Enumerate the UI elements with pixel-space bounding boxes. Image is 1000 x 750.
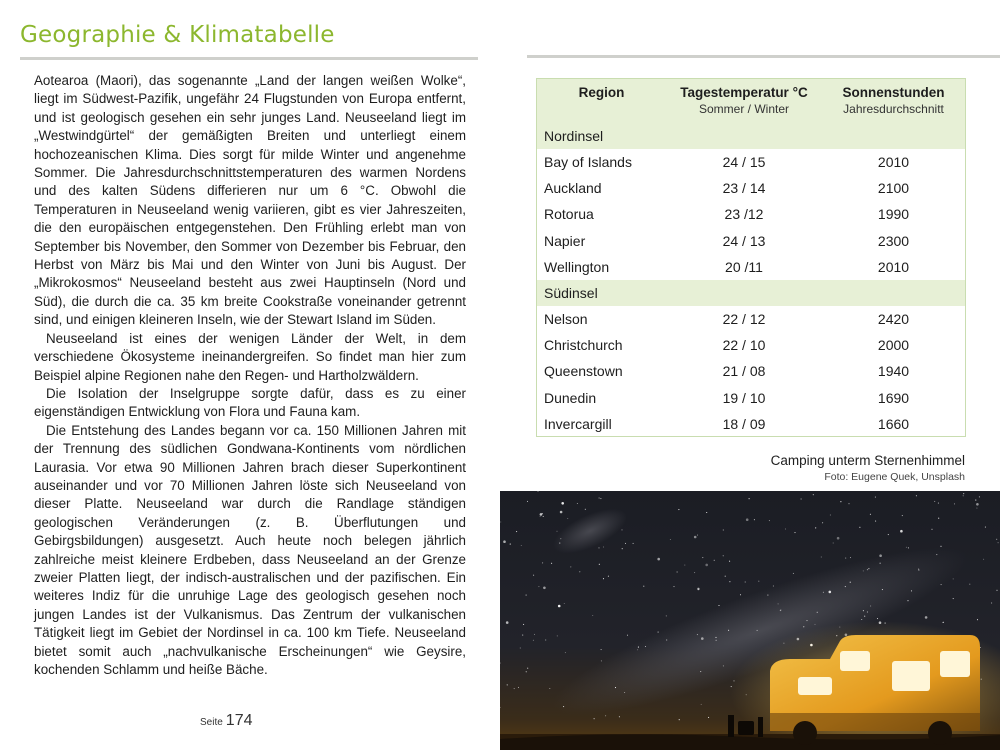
cell-temp: 23 / 14 bbox=[722, 180, 766, 197]
header-temperature bbox=[666, 79, 822, 123]
cell-sun: 2000 bbox=[877, 337, 910, 354]
cell-temp: 22 / 10 bbox=[722, 337, 766, 354]
header-rule-left bbox=[20, 57, 478, 60]
body-text bbox=[34, 72, 466, 679]
paragraph: Die Entstehung des Landes begann vor ca. 150 Millionen Jahren mit der Trennung des südlichen Gondwana-Kontinents vom nördlichen Laurasia. Vor etwa 90 Millionen Jahren brach dieser Superkontinent auseinander und vor 70 Millionen Jahren löste sich Neuseeland von dieser Platte. Neuseeland war durch die Randlage ständigen geologischen Veränderungen (z. B. Überflutungen und Gebirgsbildungen) ausgesetzt. Auch heute noch belegen jährlich zahlreiche meist kleinere Erdbeben, dass Neuseeland an der Grenze zweier Platten liegt, der indisch-australischen und der pazifischen. Ein weiteres Indiz für die unruhige Lage des geologisch gesehen noch jungen Landes ist der Vulkanismus. Das Zentrum der vulkanischen Tätigkeit liegt im Gebiet der Nordinsel in ca. 100 km Tiefe. Neuseeland bietet somit auch „nachvulkanische Erscheinungen“ wie Geysire, kochenden Schlamm und heiße Bäche. bbox=[34, 422, 466, 677]
cell-temp: 24 / 15 bbox=[722, 154, 766, 170]
header-main: Tagestemperatur °C bbox=[680, 85, 808, 100]
header-main: Region bbox=[578, 85, 625, 100]
cell-sun: 2300 bbox=[877, 232, 910, 249]
cell-region: Nelson bbox=[544, 310, 588, 327]
cell-sun: 2100 bbox=[877, 180, 910, 197]
header-rule-right bbox=[527, 55, 1000, 58]
cell-region: Auckland bbox=[544, 180, 602, 197]
cell-temp: 23 /12 bbox=[724, 206, 764, 223]
table-row bbox=[537, 385, 965, 411]
header-region bbox=[537, 79, 666, 123]
page-label: Seite bbox=[200, 717, 223, 728]
table-row bbox=[537, 228, 965, 254]
cell-temp: 20 /11 bbox=[725, 258, 763, 275]
cell-region: Napier bbox=[544, 232, 586, 249]
cell-sun: 2010 bbox=[877, 154, 910, 170]
cell-temp: 22 / 12 bbox=[722, 310, 766, 327]
cell-temp: 24 / 13 bbox=[722, 232, 766, 249]
cell-sun: 1660 bbox=[877, 415, 910, 432]
section-heading: Südinsel bbox=[537, 280, 965, 306]
cell-region: Bay of Islands bbox=[544, 154, 632, 170]
page-title: Geographie & Klimatabelle bbox=[20, 22, 335, 48]
climate-table bbox=[536, 78, 966, 437]
cell-region: Rotorua bbox=[544, 206, 594, 223]
paragraph: Die Isolation der Inselgruppe sorgte dafür, dass es zu einer eigenständigen Entwicklung von Flora und Fauna kam. bbox=[34, 385, 466, 420]
paragraph: Neuseeland ist eines der wenigen Länder der Welt, in dem verschiedene Ökosysteme ineinandergreifen. So findet man hier zum Beispiel alpine Regionen nahe den Regen- und Hartholzwäldern. bbox=[34, 330, 466, 383]
table-row bbox=[537, 306, 965, 332]
caption-credit: Foto: Eugene Quek, Unsplash bbox=[824, 471, 965, 483]
header-sub: Sommer / Winter bbox=[698, 102, 789, 116]
header-main: Sonnenstunden bbox=[842, 85, 945, 100]
table-header bbox=[537, 79, 965, 123]
table-row bbox=[537, 411, 965, 437]
table-row bbox=[537, 358, 965, 384]
page-footer bbox=[200, 712, 253, 730]
caption-title: Camping unterm Sternenhimmel bbox=[770, 453, 965, 468]
cell-sun: 1940 bbox=[877, 363, 910, 380]
table-row bbox=[537, 149, 965, 175]
cell-region: Queenstown bbox=[544, 363, 623, 380]
cell-temp: 19 / 10 bbox=[722, 389, 766, 406]
table-row bbox=[537, 175, 965, 201]
table-row bbox=[537, 201, 965, 227]
cell-region: Invercargill bbox=[544, 415, 612, 432]
page-number: 174 bbox=[225, 712, 253, 729]
cell-sun: 2010 bbox=[877, 258, 910, 275]
table-row bbox=[537, 254, 965, 280]
section-heading: Nordinsel bbox=[537, 123, 965, 149]
cell-temp: 18 / 09 bbox=[722, 415, 766, 432]
cell-region: Dunedin bbox=[544, 389, 597, 406]
photo-caption bbox=[771, 453, 965, 483]
paragraph: Aotearoa (Maori), das sogenannte „Land der langen weißen Wolke“, liegt im Südwest-Pazifik, ungefähr 24 Flugstunden von Europa entfernt, und ist geologisch gesehen ein sehr junges Land. Neuseeland liegt im „Westwindgürtel“ der gemäßigten Breiten und unterliegt einem hochozeanischen Klima. Dies sorgt für milde Winter und angenehme Sommer. Die Jahresdurchschnittstemperaturen des warmen Nordens und des kalten Südens differieren nur um 6 °C. Obwohl die Temperaturen in Neuseeland wenig variieren, gibt es vier Jahreszeiten, die den europäischen entgegenstehen. Den Frühling erlebt man von September bis November, den Sommer von Dezember bis Februar, den Herbst von März bis Mai und den Winter von Juni bis August. Der „Mikrokosmos“ Neuseeland besteht aus zwei Hauptinseln (Nord und Süd), die durch die ca. 35 km breite Cookstraße voneinander getrennt sind, und einigen kleineren Inseln, wie der Stewart Island im Süden. bbox=[34, 73, 466, 328]
table-row bbox=[537, 332, 965, 358]
header-sunshine bbox=[822, 79, 965, 123]
cell-region: Christchurch bbox=[544, 337, 623, 354]
cell-sun: 1690 bbox=[877, 389, 910, 406]
night-sky-camper-photo bbox=[500, 491, 1000, 750]
cell-sun: 2420 bbox=[877, 310, 910, 327]
cell-region: Wellington bbox=[544, 258, 610, 275]
cell-sun: 1990 bbox=[877, 206, 910, 223]
cell-temp: 21 / 08 bbox=[722, 363, 766, 380]
header-sub: Jahresdurchschnitt bbox=[843, 102, 944, 116]
